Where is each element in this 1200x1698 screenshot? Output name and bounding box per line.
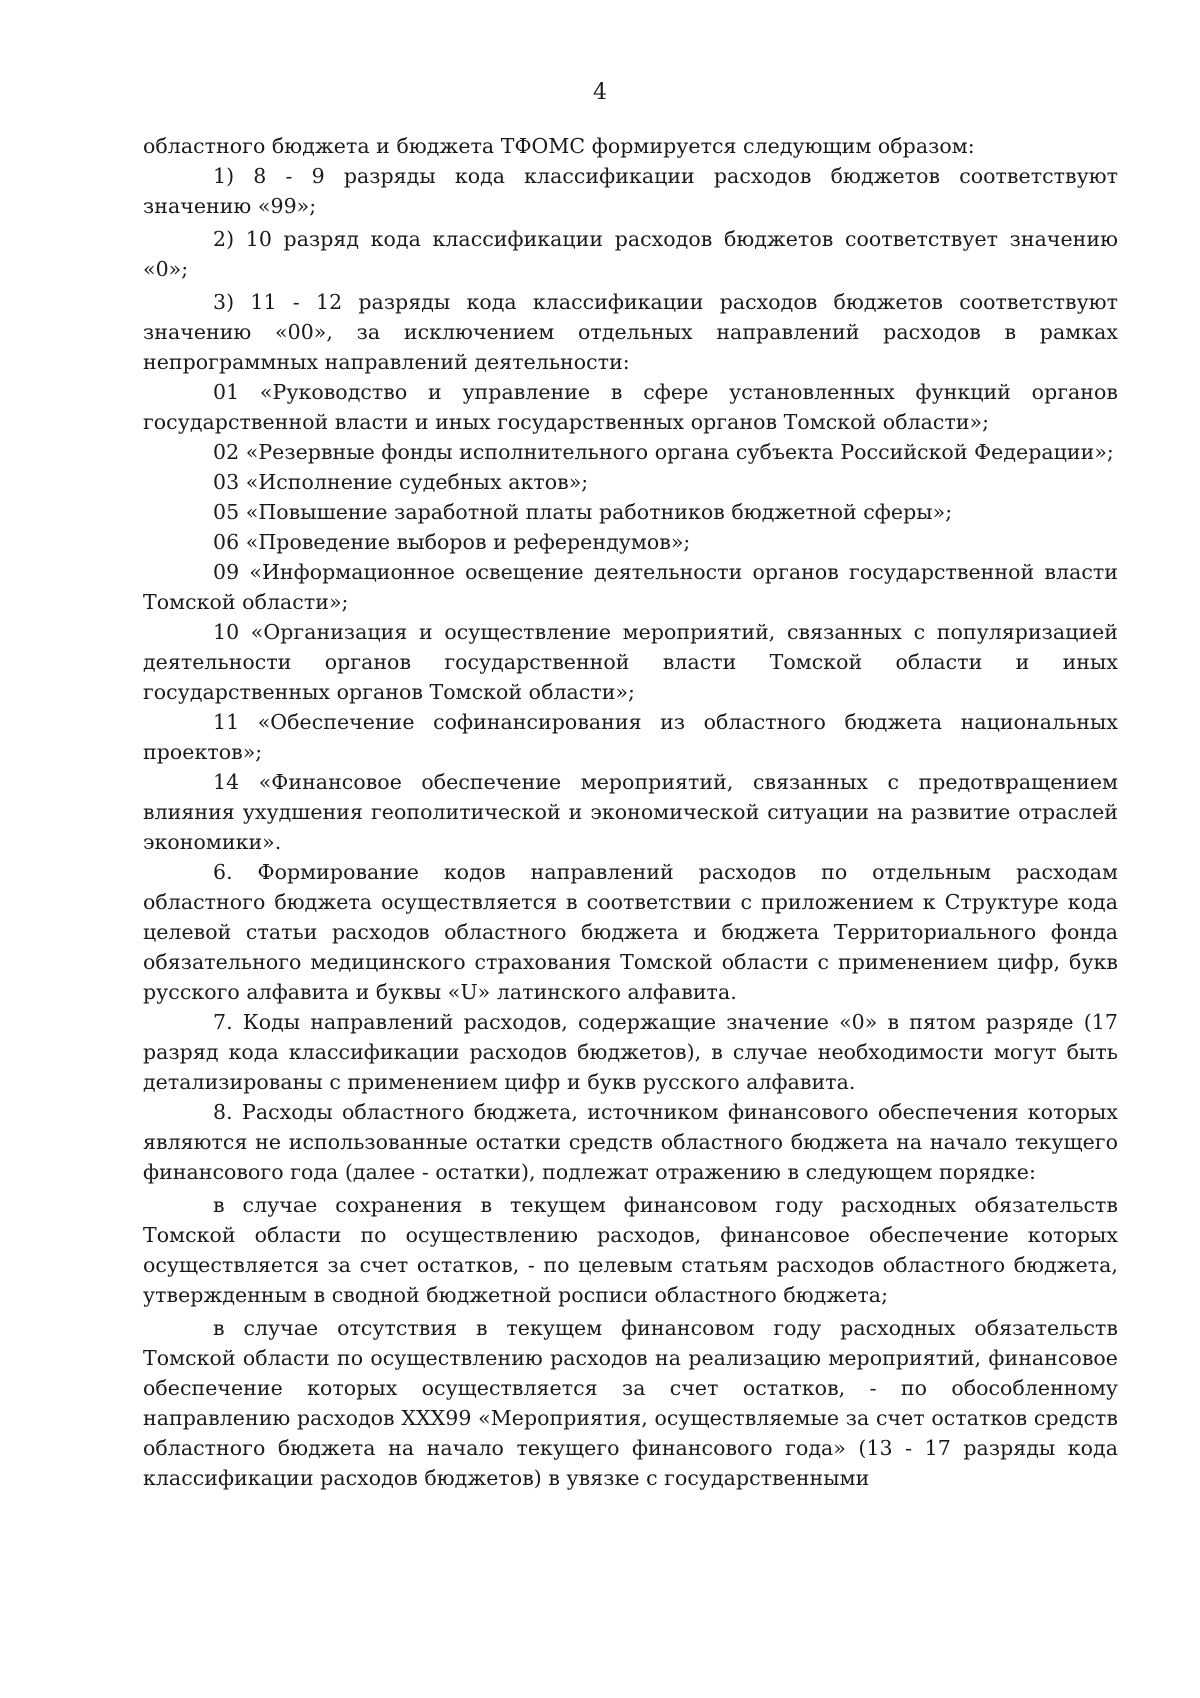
paragraph-code-03: 03 «Исполнение судебных актов»; [213, 470, 589, 494]
paragraph-item-3: 3) 11 - 12 разряды кода классификации расходов бюджетов соответствуют значению «00», за исключением отдельных направлений расходов в рамках непрограммных направлений деятельности: [143, 290, 1118, 374]
paragraph-code-05: 05 «Повышение заработной платы работников бюджетной сферы»; [213, 500, 953, 524]
paragraph-case-absent: в случае отсутствия в текущем финансовом году расходных обязательств Томской области по осуществлению расходов на реализацию мероприятий, финансовое обеспечение которых осуществляется за счет остатков, - по обособленному направлению расходов XXX99 «Мероприятия, осуществляемые за счет остатков средств областного бюджета на начало текущего финансового года» (13 - 17 разряды кода классификации расходов бюджетов) в увязке с государственными [143, 1316, 1118, 1490]
paragraph-item-1: 1) 8 - 9 разряды кода классификации расходов бюджетов соответствуют значению «99»; [143, 164, 1118, 218]
paragraph-code-11: 11 «Обеспечение софинансирования из областного бюджета национальных проектов»; [143, 710, 1118, 764]
paragraph-section-7: 7. Коды направлений расходов, содержащие значение «0» в пятом разряде (17 разряд кода классификации расходов бюджетов), в случае необходимости могут быть детализированы с применением цифр и букв русского алфавита. [143, 1010, 1118, 1094]
paragraph-code-01: 01 «Руководство и управление в сфере установленных функций органов государственной власти и иных государственных органов Томской области»; [143, 380, 1118, 434]
paragraph-code-09: 09 «Информационное освещение деятельности органов государственной власти Томской области»; [143, 560, 1118, 614]
paragraph-section-8: 8. Расходы областного бюджета, источником финансового обеспечения которых являются не использованные остатки средств областного бюджета на начало текущего финансового года (далее - остатки), подлежат отражению в следующем порядке: [143, 1100, 1118, 1184]
paragraph-code-06: 06 «Проведение выборов и референдумов»; [213, 530, 691, 554]
paragraph-intro: областного бюджета и бюджета ТФОМС формируется следующим образом: [143, 134, 975, 158]
paragraph-case-retained: в случае сохранения в текущем финансовом году расходных обязательств Томской области по осуществлению расходов, финансовое обеспечение которых осуществляется за счет остатков, - по целевым статьям расходов областного бюджета, утвержденным в сводной бюджетной росписи областного бюджета; [143, 1193, 1118, 1307]
paragraph-code-02: 02 «Резервные фонды исполнительного органа субъекта Российской Федерации»; [213, 440, 1114, 464]
page-number: 4 [593, 80, 607, 105]
document-body [143, 131, 1118, 1493]
paragraph-section-6: 6. Формирование кодов направлений расходов по отдельным расходам областного бюджета осуществляется в соответствии с приложением к Структуре кода целевой статьи расходов областного бюджета и бюджета Территориального фонда обязательного медицинского страхования Томской области с применением цифр, букв русского алфавита и буквы «U» латинского алфавита. [143, 860, 1118, 1004]
paragraph-code-10: 10 «Организация и осуществление мероприятий, связанных с популяризацией деятельности органов государственной власти Томской области и иных государственных органов Томской области»; [143, 620, 1118, 704]
paragraph-item-2: 2) 10 разряд кода классификации расходов бюджетов соответствует значению «0»; [143, 227, 1118, 281]
paragraph-code-14: 14 «Финансовое обеспечение мероприятий, связанных с предотвращением влияния ухудшения геополитической и экономической ситуации на развитие отраслей экономики». [143, 770, 1118, 854]
